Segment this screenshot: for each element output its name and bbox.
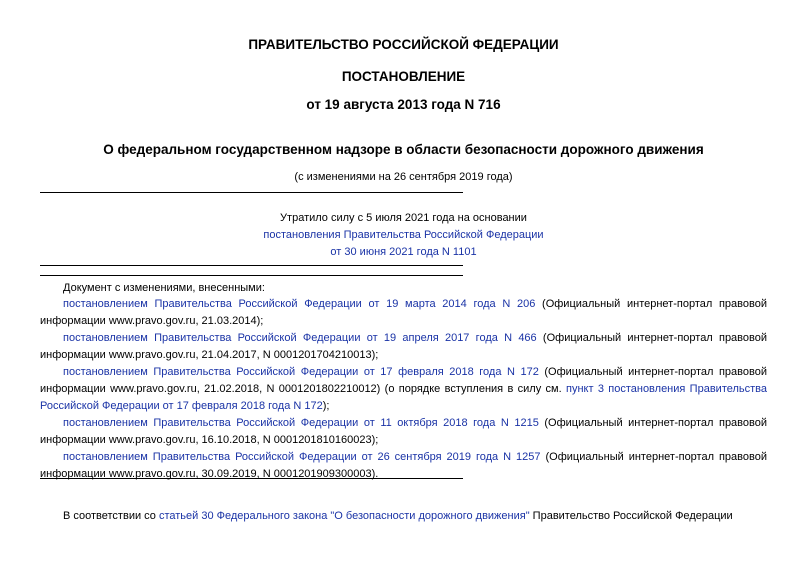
law-article-link[interactable]: статьей 30 Федерального закона "О безопасности дорожного движения" <box>158 510 530 522</box>
change-link[interactable]: постановлением Правительства Российской Федерации от 19 апреля 2017 года N 466 <box>63 332 537 344</box>
change-source-end: ); <box>322 400 330 412</box>
change-item <box>40 330 767 364</box>
divider-top <box>40 192 463 193</box>
preamble-suffix: Правительство Российской Федерации <box>529 510 733 522</box>
change-link[interactable]: постановлением Правительства Российской Федерации от 17 февраля 2018 года N 172 <box>63 366 539 378</box>
government-heading: ПРАВИТЕЛЬСТВО РОССИЙСКОЙ ФЕДЕРАЦИИ <box>248 37 559 52</box>
date-number-heading: от 19 августа 2013 года N 716 <box>306 97 501 112</box>
document-type-heading: ПОСТАНОВЛЕНИЕ <box>341 69 466 84</box>
divider-lost-2 <box>40 275 463 276</box>
change-item <box>40 364 767 415</box>
change-source: (Официальный интернет-портал правовой информации www.pravo.gov.ru, 21.04.2017, N 0001201704210013); <box>40 332 767 361</box>
change-item <box>40 415 767 449</box>
change-link[interactable]: постановлением Правительства Российской Федерации от 11 октября 2018 года N 1215 <box>63 417 539 429</box>
document-title: О федеральном государственном надзоре в области безопасности дорожного движения <box>103 142 704 157</box>
lost-force-link-line2[interactable]: от 30 июня 2021 года N 1101 <box>330 246 477 258</box>
divider-bottom <box>40 478 463 479</box>
change-source: (Официальный интернет-портал правовой информации www.pravo.gov.ru, 16.10.2018, N 0001201810160023); <box>40 417 767 446</box>
lost-force-link-line1[interactable]: постановления Правительства Российской Федерации <box>263 229 544 241</box>
preamble-paragraph <box>63 510 733 522</box>
change-item <box>40 296 767 330</box>
lost-force-text: Утратило силу с 5 июля 2021 года на основании <box>280 212 527 224</box>
change-entry-force-link[interactable]: пункт 3 постановления Правительства Российской Федерации от 17 февраля 2018 года N 172 <box>40 383 768 412</box>
divider-lost-1 <box>40 265 463 266</box>
amendment-note: (с изменениями на 26 сентября 2019 года) <box>294 171 513 183</box>
preamble-prefix: В соответствии со <box>63 510 159 522</box>
change-link[interactable]: постановлением Правительства Российской Федерации от 26 сентября 2019 года N 1257 <box>63 451 541 463</box>
change-link[interactable]: постановлением Правительства Российской Федерации от 19 марта 2014 года N 206 <box>63 298 536 310</box>
change-source: (Официальный интернет-портал правовой информации www.pravo.gov.ru, 21.03.2014); <box>40 298 767 327</box>
change-source: (Официальный интернет-портал правовой информации www.pravo.gov.ru, 21.02.2018, N 0001201802210012) (о порядке вступления в силу см. <box>40 366 767 395</box>
changes-intro: Документ с изменениями, внесенными: <box>63 282 265 294</box>
change-source: (Официальный интернет-портал правовой информации www.pravo.gov.ru, 30.09.2019, N 0001201909300003). <box>40 451 767 480</box>
